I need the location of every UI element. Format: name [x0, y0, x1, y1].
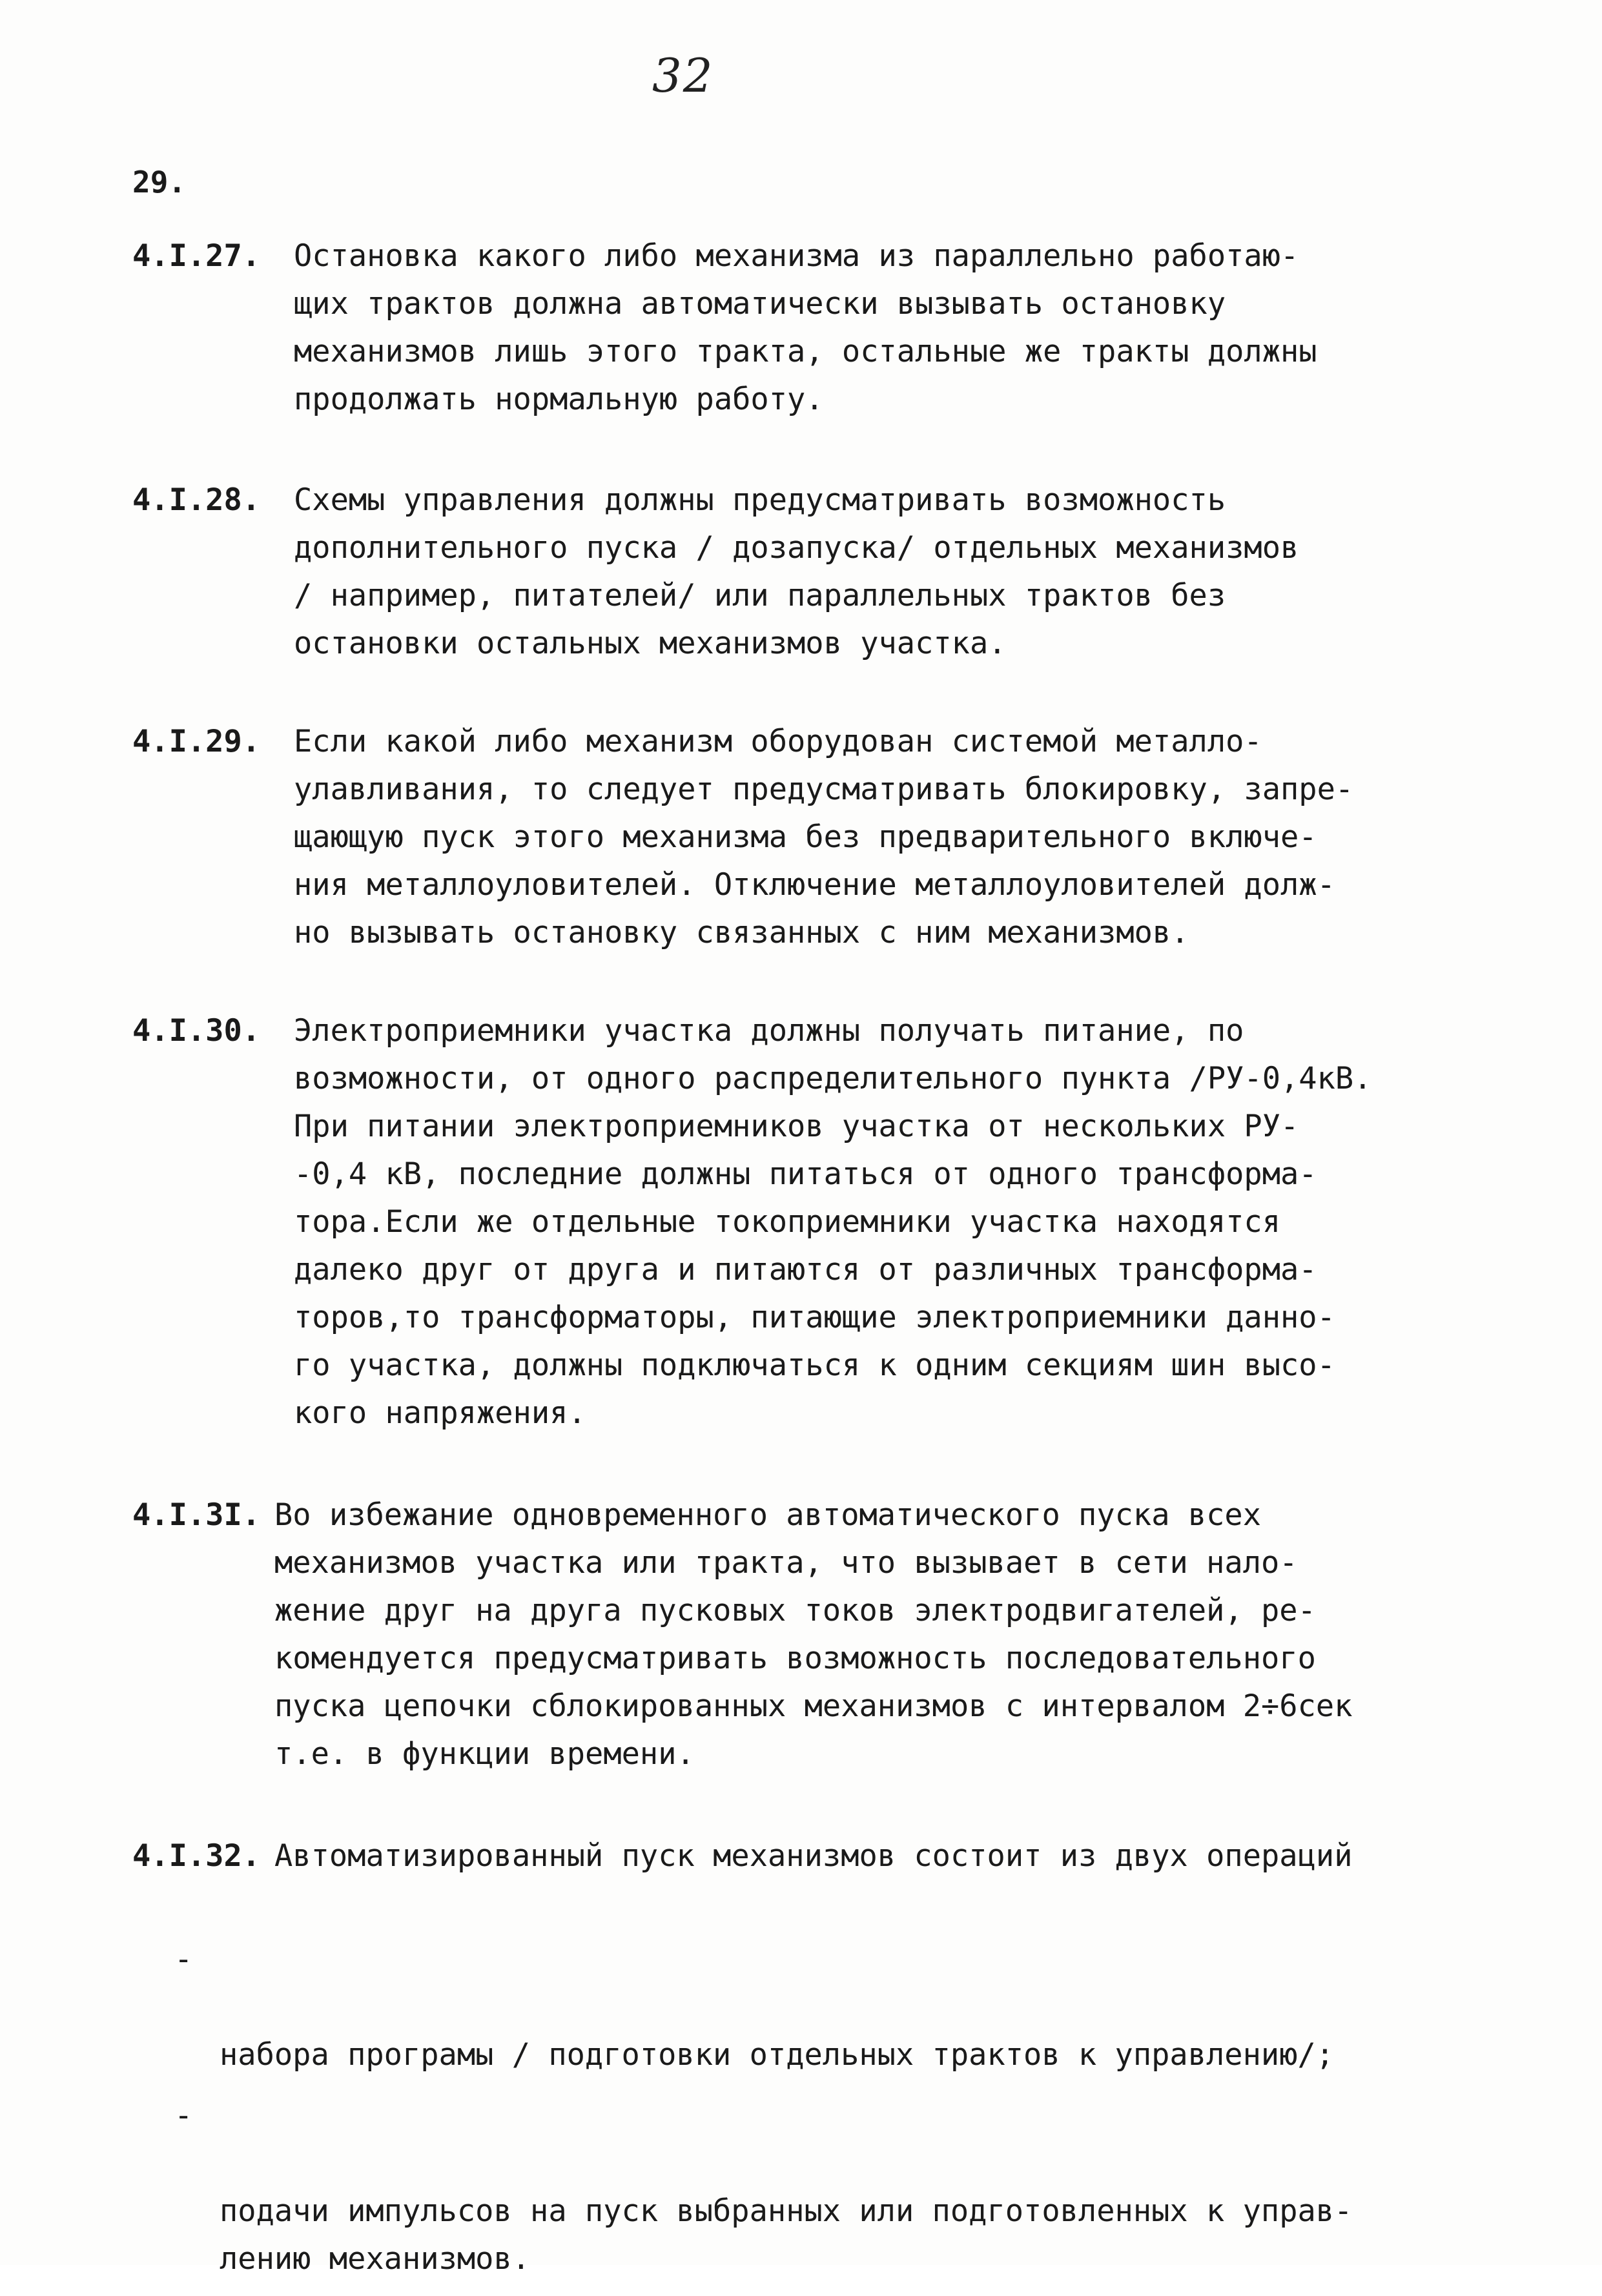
typed-page-number: 29. — [132, 165, 187, 200]
list-item-text: подачи импульсов на пуск выбранных или подготовленных к управ- лению механизмов. — [220, 2193, 1353, 2277]
clause-4-1-31 — [132, 1491, 1475, 1778]
clause-text: Автоматизированный пуск механизмов состоит из двух операций — [274, 1838, 1353, 1874]
clause-4-1-28 — [132, 477, 1475, 668]
clause-number: 4.I.3I. — [132, 1497, 261, 1533]
clause-text: Во избежание одновременного автоматического пуска всех механизмов участка или тракта, что вызывает в сети нало- жение друг на друга пусковых токов электродвигателей, ре- комендуется предусматривать возможность последовательного пуска цепочки сблокированных механизмов с интервалом 2÷6сек т.е. в функции времени. — [274, 1497, 1353, 1772]
list-item-text: набора програмы / подготовки отдельных трактов к управлению/; — [220, 2037, 1335, 2073]
operations-list — [174, 1936, 1479, 2296]
clause-number: 4.I.32. — [132, 1838, 261, 1874]
clause-text: Электроприемники участка должны получать питание, по возможности, от одного распределительного пункта /РУ-0,4кВ. При питании электроприемников участка от нескольких РУ- -0,4 кВ, последние должны питаться от одного трансформа- тора.Если же отдельные токоприемники участка находятся далеко друг от друга и питаются от различных трансформа- торов,то трансформаторы, питающие электроприемники данно- го участка, должны подключаться к одним секциям шин высо- кого напряжения. — [294, 1013, 1372, 1431]
bullet-dash: - — [174, 1942, 193, 1977]
clause-number: 4.I.28. — [132, 482, 261, 518]
clause-number: 4.I.29. — [132, 724, 261, 759]
clause-text: Если какой либо механизм оборудован системой металло- улавливания, то следует предусматривать блокировку, запре- щающую пуск этого механизма без предварительного включе- ния металлоуловителей. Отключение металлоуловителей долж- но вызывать остановку связанных с ним механизмов. — [294, 724, 1354, 950]
clause-number: 4.I.27. — [132, 238, 261, 274]
clause-text: Остановка какого либо механизма из параллельно работаю- щих трактов должна автоматически вызывать остановку механизмов лишь этого тракта, остальные же тракты должны продолжать нормальную работу. — [294, 238, 1317, 417]
clause-4-1-27 — [132, 232, 1475, 424]
clause-4-1-32 — [132, 1832, 1475, 1880]
list-item — [174, 1936, 1479, 2079]
bullet-dash: - — [174, 2098, 193, 2133]
clause-text: Схемы управления должны предусматривать возможность дополнительного пуска / дозапуска/ отдельных механизмов / например, питателей/ или параллельных трактов без остановки остальных механизмов участка. — [294, 482, 1299, 661]
clause-4-1-29 — [132, 718, 1475, 957]
handwritten-page-number: 32 — [652, 48, 714, 103]
list-item — [174, 2092, 1479, 2283]
clause-number: 4.I.30. — [132, 1013, 261, 1049]
clause-4-1-30 — [132, 1007, 1475, 1437]
